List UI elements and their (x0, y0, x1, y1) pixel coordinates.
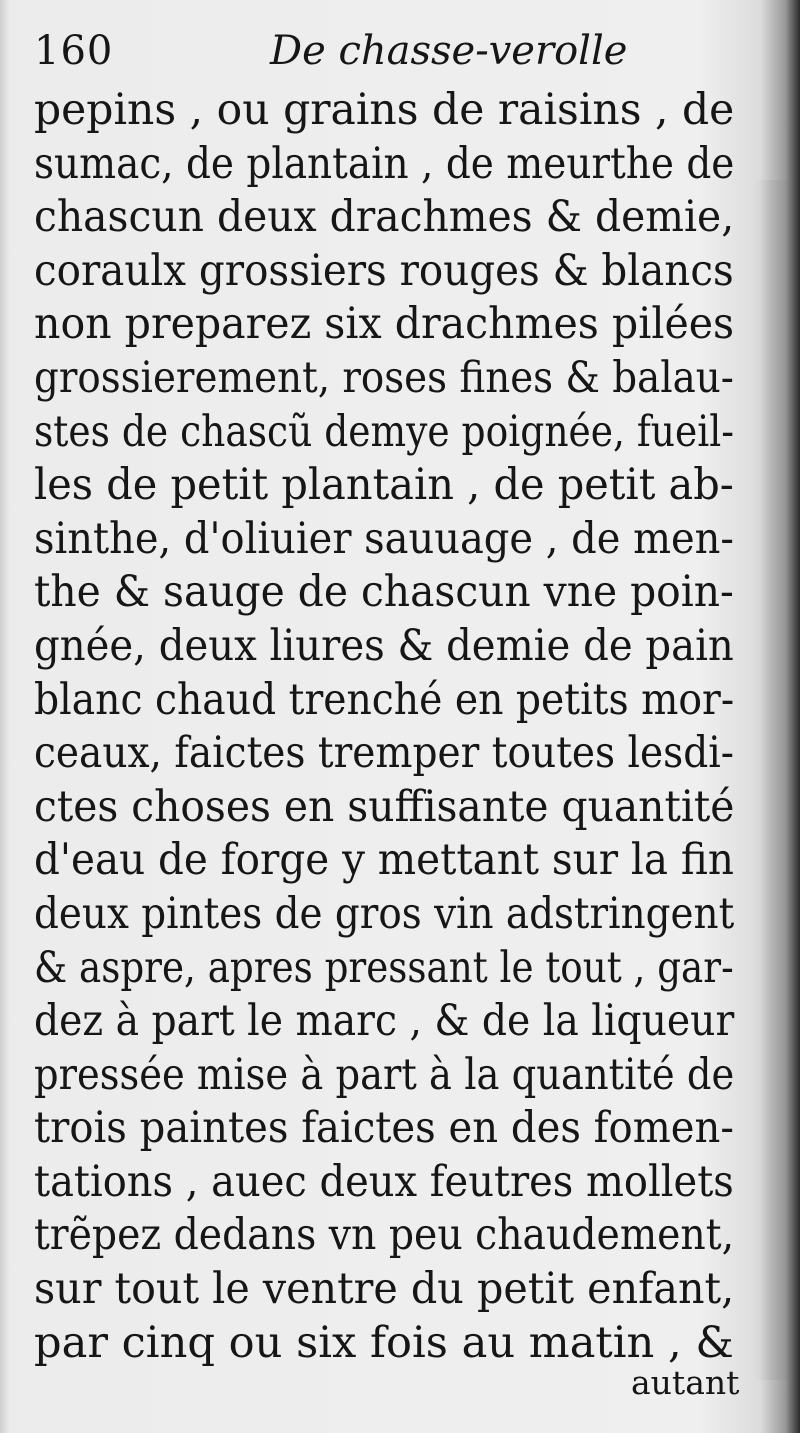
text-line: trẽpez dedans vn peu chaudement, (34, 1210, 735, 1261)
running-head: De chasse-verolle (270, 28, 628, 74)
text-line: gnée, deux liures & demie de pain (34, 620, 734, 671)
text-line: stes de chascũ demye poignée, fueil- (34, 406, 734, 457)
text-line: les de petit plantain , de petit ab- (34, 460, 734, 511)
page-header (34, 22, 734, 82)
text-line: blanc chaud trenché en petits mor- (34, 674, 735, 725)
text-line: dez à part le marc , & de la liqueur (34, 996, 735, 1047)
text-line: pepins , ou grains de raisins , de (34, 85, 735, 135)
text-line: chascun deux drachmes & demie, (34, 192, 735, 243)
text-line: & aspre, apres pressant le tout , gar- (34, 942, 734, 993)
text-line: grossierement, roses fines & balau- (34, 352, 734, 403)
text-line: par cinq ou six fois au matin , & (34, 1317, 734, 1368)
text-line: d'eau de forge y mettant sur la fin (34, 835, 734, 886)
body-text (34, 84, 738, 1370)
text-line: sur tout le ventre du petit enfant, (34, 1264, 735, 1315)
text-line: the & sauge de chascun vne poin- (34, 567, 734, 618)
text-line: tations , auec deux feutres mollets (34, 1156, 734, 1207)
text-line: ceaux, faictes tremper toutes lesdi- (34, 728, 734, 779)
text-line: trois paintes faictes en des fomen- (34, 1103, 734, 1154)
text-line: pressée mise à part à la quantité de (34, 1049, 735, 1100)
text-line: deux pintes de gros vin adstringent (34, 888, 735, 939)
text-line: sumac, de plantain , de meurthe de (34, 138, 735, 189)
text-line: sinthe, d'oliuier sauuage , de men- (34, 513, 734, 564)
text-line: non preparez six drachmes pilées (34, 299, 735, 350)
text-line: coraulx grossiers rouges & blancs (34, 245, 734, 296)
text-line: ctes choses en suffisante quantité (34, 781, 735, 832)
catchword: autant (631, 1363, 740, 1402)
page-edge-shadow (752, 180, 792, 1380)
page-number: 160 (34, 28, 114, 74)
